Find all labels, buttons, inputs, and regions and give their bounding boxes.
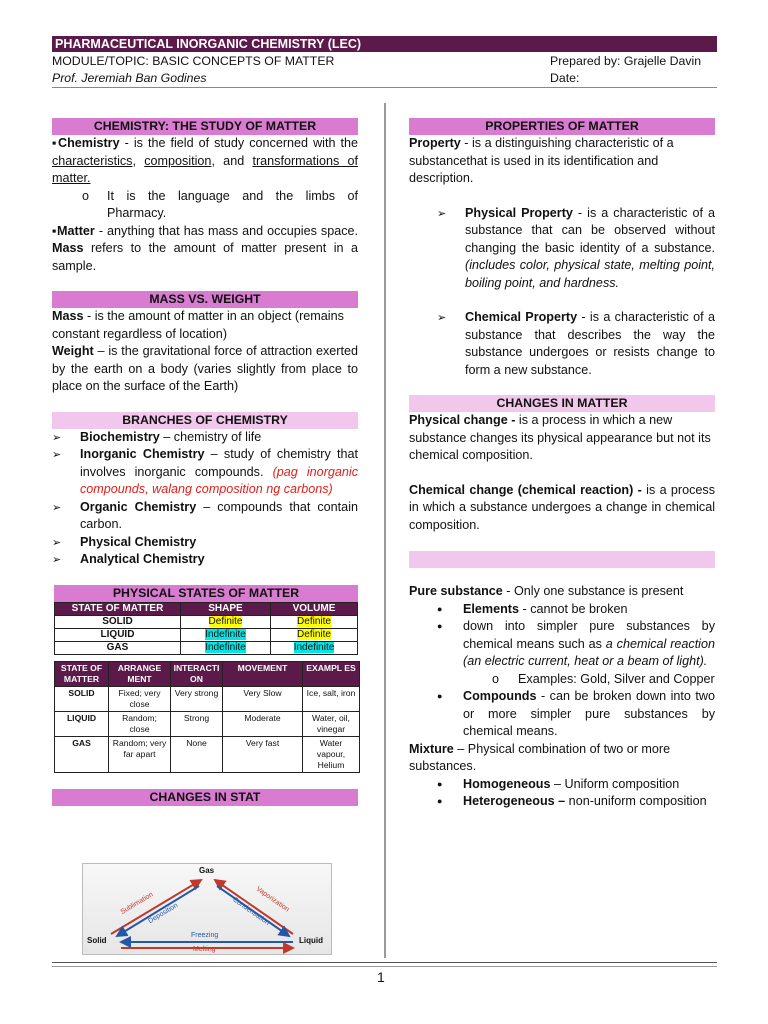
section-title-changes-state: CHANGES IN STAT xyxy=(52,789,358,806)
list-item: ● Elements - cannot be broken xyxy=(409,601,715,619)
page-number: 1 xyxy=(377,969,385,985)
list-item: ➢ Physical Chemistry xyxy=(52,534,358,552)
freezing-label: Freezing xyxy=(191,932,219,939)
solid-label: Solid xyxy=(87,936,107,945)
section-title-states: PHYSICAL STATES OF MATTER xyxy=(54,585,358,602)
course-title: PHARMACEUTICAL INORGANIC CHEMISTRY (LEC) xyxy=(52,36,717,52)
module-topic: MODULE/TOPIC: BASIC CONCEPTS OF MATTER xyxy=(52,54,335,68)
list-item: ● Heterogeneous – non-uniform composition xyxy=(409,793,715,811)
table-row: LIQUID Indefinite Definite xyxy=(55,628,358,641)
vaporization-label: Vaporization xyxy=(254,885,291,914)
right-column xyxy=(409,118,715,811)
sublimation-label: Sublimation xyxy=(119,891,155,916)
deposition-label: Deposition xyxy=(147,902,180,926)
prepared-by: Prepared by: Grajelle Davin xyxy=(550,54,702,68)
chemical-change-definition: Chemical change (chemical reaction) - is a process in which a substance undergoes a change in chemical composition. xyxy=(409,482,715,532)
weight-definition: Weight – is the gravitational force of attraction exerted by the earth on a body (varies slightly from place to place on the surface of the Earth) xyxy=(52,344,358,393)
left-column xyxy=(52,118,358,806)
property-definition: Property - is a distinguishing characteristic of a substancethat is used in its identification and description. xyxy=(409,136,674,185)
chemistry-subpoint: o It is the language and the limbs of Pharmacy. xyxy=(82,188,358,220)
footer-rule xyxy=(52,962,717,963)
states-table: STATE OF MATTER SHAPE VOLUME SOLID Definite Definite LIQUID Indefinite Definite GAS Indefinite Indefinite xyxy=(54,602,358,655)
branches-list xyxy=(52,429,358,569)
pure-substance-definition: Pure substance - Only one substance is present xyxy=(409,584,684,598)
list-item: ➢ Physical Property - is a characteristic of a substance that can be observed without changing the basic identity of a substance. (includes color, physical state, melting point, boiling point, and hardness. xyxy=(437,205,715,293)
examples-subpoint: o Examples: Gold, Silver and Copper xyxy=(492,671,715,686)
section-title-blank xyxy=(409,551,715,568)
property-types-list xyxy=(409,205,715,380)
list-item: ● Homogeneous – Uniform composition xyxy=(409,776,715,794)
matter-definition: ▪Matter - anything that has mass and occupies space. Mass refers to the amount of matter present in a sample. xyxy=(52,223,358,273)
section-title-properties: PROPERTIES OF MATTER xyxy=(409,118,715,135)
list-item: ● Compounds - can be broken down into two or more simpler pure substances by chemical means. xyxy=(409,688,715,741)
melting-label: Melting xyxy=(193,946,216,953)
section-title-chemistry: CHEMISTRY: THE STUDY OF MATTER xyxy=(52,118,358,135)
pure-substance-list xyxy=(409,601,715,671)
header-rule xyxy=(52,87,717,88)
compounds-list xyxy=(409,688,715,741)
properties-table: STATE OF MATTER ARRANGE MENT INTERACTI ON MOVEMENT EXAMPL ES SOLID Fixed; very close Very strong Very Slow Ice, salt, iron LIQUID Random; close Strong Moderate Water, oil, vinegar GAS Random; very far apart None Very fast Water vapour, Helium xyxy=(54,661,360,773)
section-title-changes-matter: CHANGES IN MATTER xyxy=(409,395,715,412)
date-label: Date: xyxy=(550,71,580,85)
condensation-label: Condensation xyxy=(231,896,271,927)
section-title-branches: BRANCHES OF CHEMISTRY xyxy=(52,412,358,429)
table-row: LIQUID Random; close Strong Moderate Water, oil, vinegar xyxy=(55,711,360,736)
phase-change-diagram xyxy=(82,863,332,955)
column-divider xyxy=(384,103,386,958)
table-row: GAS Indefinite Indefinite xyxy=(55,641,358,654)
list-item: ● down into simpler pure substances by chemical means such as a chemical reaction (an electric current, heat or a beam of light). xyxy=(409,618,715,671)
professor: Prof. Jeremiah Ban Godines xyxy=(52,71,207,85)
list-item: ➢ Biochemistry – chemistry of life xyxy=(52,429,358,447)
list-item: ➢ Chemical Property - is a characteristic of a substance that describes the way the substance undergoes or resists change to form a new substance. xyxy=(437,309,715,379)
physical-change-definition: Physical change - is a process in which a new substance changes its physical appearance but not its chemical composition. xyxy=(409,413,711,462)
mixture-list xyxy=(409,776,715,811)
chemistry-definition: ▪Chemistry - is the field of study concerned with the characteristics, composition, and transformations of matter. xyxy=(52,136,358,185)
section-title-mass-weight: MASS VS. WEIGHT xyxy=(52,291,358,308)
table-row: GAS Random; very far apart None Very fast Water vapour, Helium xyxy=(55,736,360,772)
mixture-definition: Mixture – Physical combination of two or more substances. xyxy=(409,741,671,773)
mass-definition: Mass - is the amount of matter in an object (remains constant regardless of location) xyxy=(52,309,344,341)
list-item: ➢ Organic Chemistry – compounds that contain carbon. xyxy=(52,499,358,534)
liquid-label: Liquid xyxy=(299,936,323,945)
footer-rule-2 xyxy=(52,966,717,967)
list-item: ➢ Analytical Chemistry xyxy=(52,551,358,569)
table-row: SOLID Fixed; very close Very strong Very Slow Ice, salt, iron xyxy=(55,686,360,711)
list-item: ➢ Inorganic Chemistry – study of chemistry that involves inorganic compounds. (pag inorganic compounds, walang composition ng carbons) xyxy=(52,446,358,499)
gas-label: Gas xyxy=(199,866,215,875)
table-row: SOLID Definite Definite xyxy=(55,615,358,628)
